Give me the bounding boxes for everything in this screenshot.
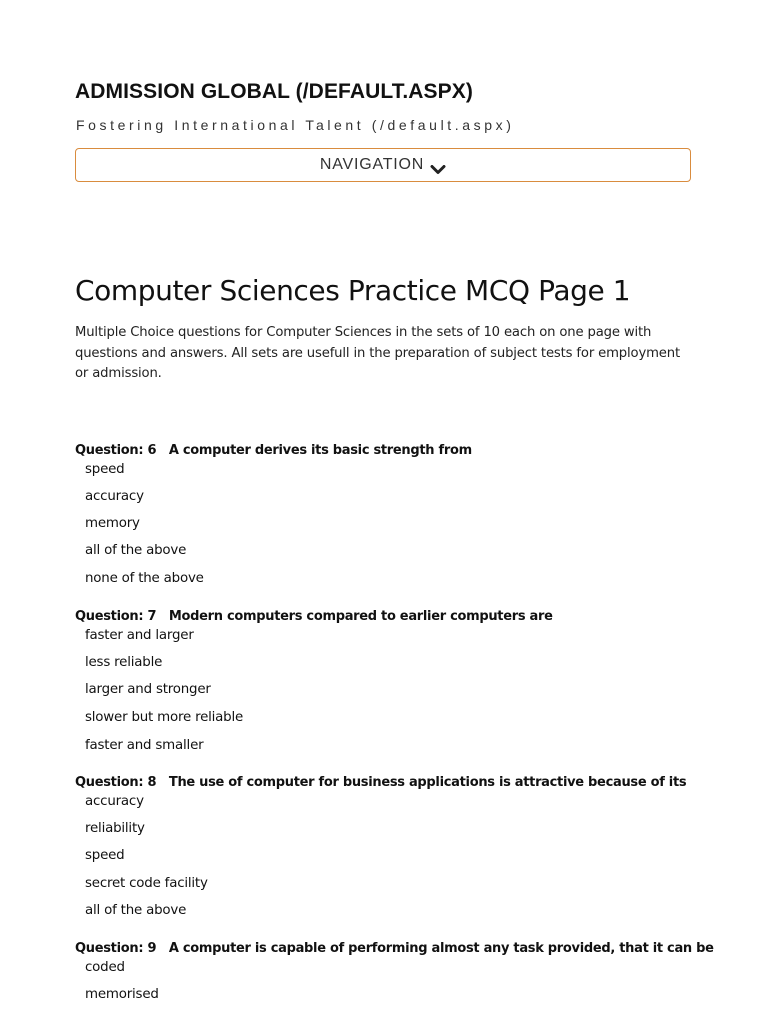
page-intro-text: Multiple Choice questions for Computer Sciences in the sets of 10 each on one page with questions and answers. All sets are usefull in the preparation of subject tests for employment or admission. (75, 325, 680, 381)
option-text: less reliable (85, 655, 163, 670)
option-text: coded (85, 960, 125, 975)
option-text: speed (85, 462, 125, 477)
page-title: Computer Sciences Practice MCQ Page 1 (75, 274, 631, 307)
navigation-label: NAVIGATION (319, 156, 425, 173)
question-number: Question: 9 (75, 941, 157, 956)
question-heading (75, 775, 686, 790)
option-text: faster and larger (85, 628, 194, 643)
option-text: all of the above (85, 543, 187, 558)
question-text: A computer is capable of performing almost any task provided, that it can be (168, 941, 714, 956)
option-text: larger and stronger (85, 682, 211, 697)
site-tagline-link[interactable]: Fostering International Talent (/default.aspx) (76, 117, 515, 133)
question-heading (75, 443, 472, 458)
option-text: faster and smaller (85, 738, 204, 753)
option-text: speed (85, 848, 125, 863)
question-number: Question: 8 (75, 775, 157, 790)
option-text: memorised (85, 987, 159, 1002)
site-title-link[interactable]: ADMISSION GLOBAL (/DEFAULT.ASPX) (75, 80, 473, 103)
question-heading (75, 609, 553, 624)
option-text: none of the above (85, 571, 204, 586)
chevron-down-icon (430, 160, 446, 170)
question-number: Question: 7 (75, 609, 157, 624)
option-text: memory (85, 516, 140, 531)
option-text: secret code facility (85, 876, 208, 891)
question-heading (75, 941, 714, 956)
option-text: reliability (85, 821, 145, 836)
question-text: A computer derives its basic strength from (168, 443, 472, 458)
navigation-toggle-button[interactable] (75, 148, 691, 182)
option-text: slower but more reliable (85, 710, 244, 725)
option-text: all of the above (85, 903, 187, 918)
question-text: Modern computers compared to earlier computers are (168, 609, 553, 624)
question-number: Question: 6 (75, 443, 157, 458)
option-text: accuracy (85, 489, 144, 504)
option-text: accuracy (85, 794, 144, 809)
question-text: The use of computer for business applications is attractive because of its (168, 775, 687, 790)
